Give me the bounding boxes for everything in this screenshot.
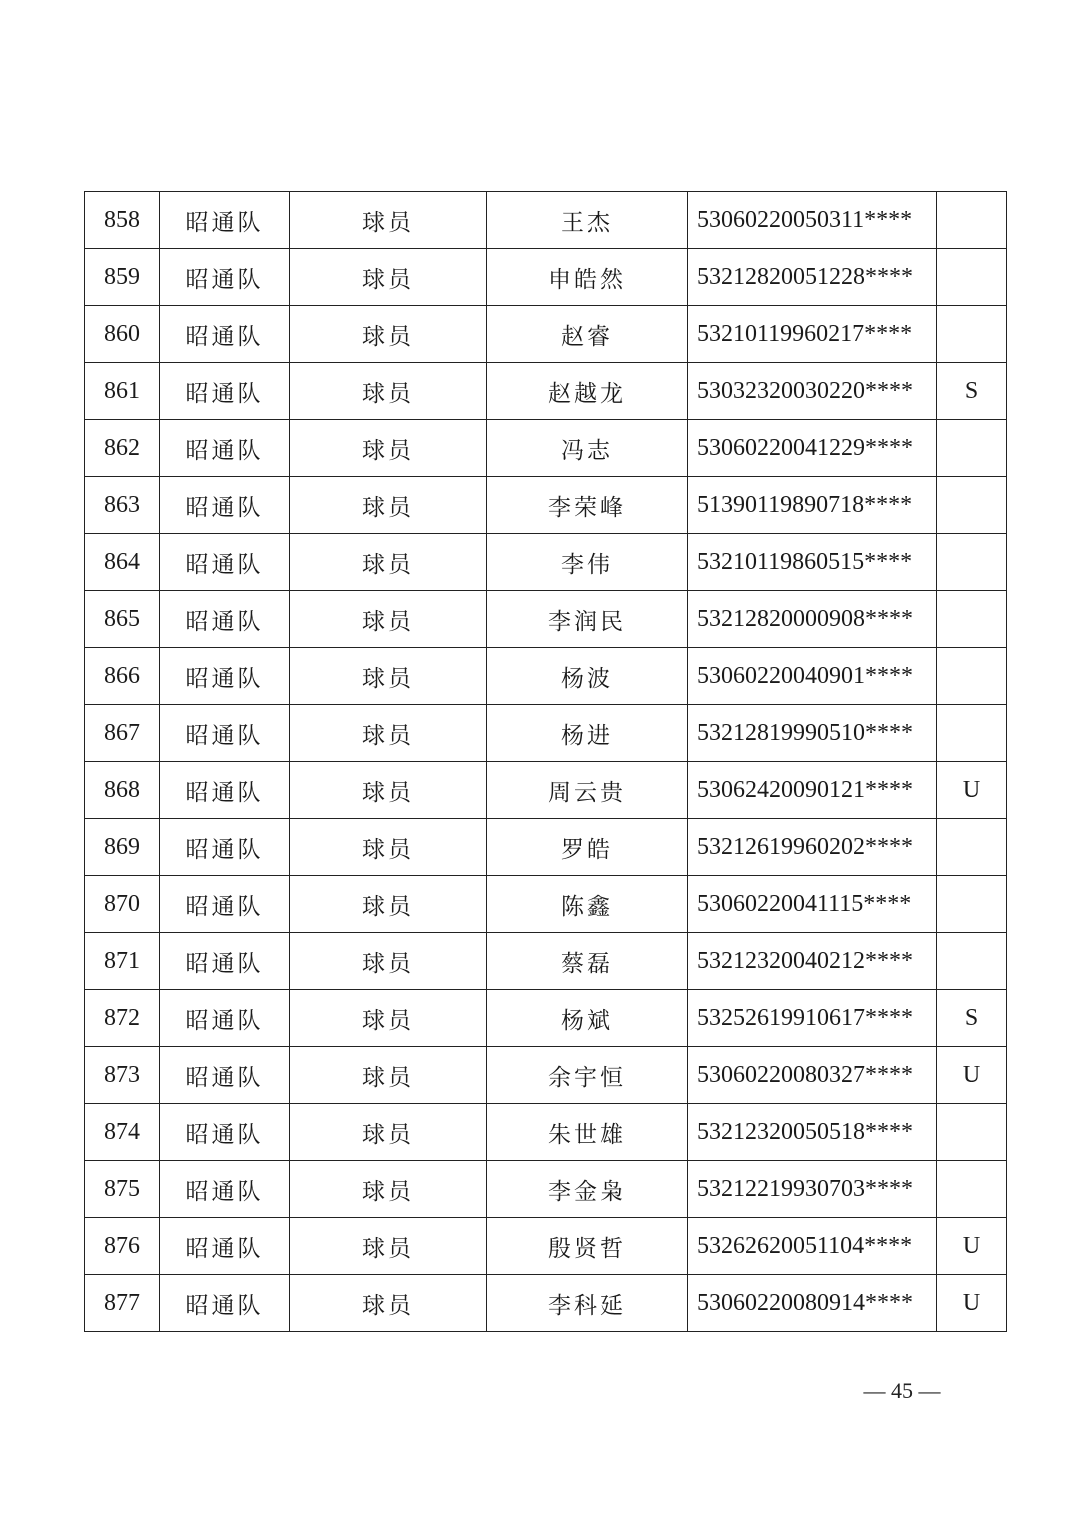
row-number: 863 — [85, 477, 160, 534]
note-cell — [937, 819, 1007, 876]
table-row — [85, 306, 1007, 363]
id-number-cell: 53212820051228**** — [688, 249, 937, 306]
team-cell: 昭通队 — [160, 306, 290, 363]
table-row — [85, 477, 1007, 534]
table-row — [85, 648, 1007, 705]
role-cell: 球员 — [290, 192, 487, 249]
id-number-cell: 53212619960202**** — [688, 819, 937, 876]
player-name-cell: 冯志 — [487, 420, 688, 477]
role-cell: 球员 — [290, 876, 487, 933]
id-number-cell: 53060220040901**** — [688, 648, 937, 705]
player-name-cell: 王杰 — [487, 192, 688, 249]
table-row — [85, 990, 1007, 1047]
id-number-cell: 53060220080327**** — [688, 1047, 937, 1104]
player-name-cell: 余宇恒 — [487, 1047, 688, 1104]
note-cell — [937, 192, 1007, 249]
role-cell: 球员 — [290, 477, 487, 534]
role-cell: 球员 — [290, 363, 487, 420]
table-row — [85, 1047, 1007, 1104]
note-cell: U — [937, 762, 1007, 819]
row-number: 876 — [85, 1218, 160, 1275]
id-number-cell: 53212820000908**** — [688, 591, 937, 648]
row-number: 866 — [85, 648, 160, 705]
note-cell: S — [937, 990, 1007, 1047]
player-name-cell: 李伟 — [487, 534, 688, 591]
note-cell — [937, 876, 1007, 933]
team-cell: 昭通队 — [160, 534, 290, 591]
team-cell: 昭通队 — [160, 819, 290, 876]
note-cell — [937, 1104, 1007, 1161]
player-name-cell: 杨进 — [487, 705, 688, 762]
team-cell: 昭通队 — [160, 591, 290, 648]
row-number: 873 — [85, 1047, 160, 1104]
team-cell: 昭通队 — [160, 1275, 290, 1332]
role-cell: 球员 — [290, 249, 487, 306]
note-cell — [937, 1161, 1007, 1218]
id-number-cell: 53252619910617**** — [688, 990, 937, 1047]
player-name-cell: 赵越龙 — [487, 363, 688, 420]
row-number: 862 — [85, 420, 160, 477]
note-cell — [937, 306, 1007, 363]
team-cell: 昭通队 — [160, 876, 290, 933]
note-cell — [937, 420, 1007, 477]
table-row — [85, 1218, 1007, 1275]
player-name-cell: 李科延 — [487, 1275, 688, 1332]
row-number: 868 — [85, 762, 160, 819]
row-number: 871 — [85, 933, 160, 990]
table-row — [85, 762, 1007, 819]
team-cell: 昭通队 — [160, 192, 290, 249]
id-number-cell: 53262620051104**** — [688, 1218, 937, 1275]
player-name-cell: 赵睿 — [487, 306, 688, 363]
team-cell: 昭通队 — [160, 477, 290, 534]
player-name-cell: 周云贵 — [487, 762, 688, 819]
player-name-cell: 罗皓 — [487, 819, 688, 876]
note-cell — [937, 933, 1007, 990]
id-number-cell: 53210119860515**** — [688, 534, 937, 591]
team-cell: 昭通队 — [160, 1161, 290, 1218]
role-cell: 球员 — [290, 1218, 487, 1275]
player-name-cell: 杨斌 — [487, 990, 688, 1047]
role-cell: 球员 — [290, 420, 487, 477]
team-cell: 昭通队 — [160, 1047, 290, 1104]
role-cell: 球员 — [290, 534, 487, 591]
row-number: 860 — [85, 306, 160, 363]
row-number: 877 — [85, 1275, 160, 1332]
id-number-cell: 53060220050311**** — [688, 192, 937, 249]
table-row — [85, 933, 1007, 990]
row-number: 874 — [85, 1104, 160, 1161]
table-row — [85, 534, 1007, 591]
role-cell: 球员 — [290, 591, 487, 648]
team-cell: 昭通队 — [160, 648, 290, 705]
player-name-cell: 杨波 — [487, 648, 688, 705]
team-cell: 昭通队 — [160, 990, 290, 1047]
row-number: 875 — [85, 1161, 160, 1218]
note-cell — [937, 705, 1007, 762]
note-cell — [937, 477, 1007, 534]
row-number: 859 — [85, 249, 160, 306]
id-number-cell: 53212819990510**** — [688, 705, 937, 762]
id-number-cell: 53212320050518**** — [688, 1104, 937, 1161]
role-cell: 球员 — [290, 1047, 487, 1104]
team-cell: 昭通队 — [160, 762, 290, 819]
row-number: 872 — [85, 990, 160, 1047]
id-number-cell: 53060220041115**** — [688, 876, 937, 933]
role-cell: 球员 — [290, 1104, 487, 1161]
roster-table — [84, 191, 1007, 1332]
player-name-cell: 朱世雄 — [487, 1104, 688, 1161]
id-number-cell: 53212219930703**** — [688, 1161, 937, 1218]
team-cell: 昭通队 — [160, 249, 290, 306]
table-row — [85, 1161, 1007, 1218]
player-name-cell: 李荣峰 — [487, 477, 688, 534]
note-cell — [937, 591, 1007, 648]
row-number: 870 — [85, 876, 160, 933]
id-number-cell: 53060220080914**** — [688, 1275, 937, 1332]
team-cell: 昭通队 — [160, 363, 290, 420]
role-cell: 球员 — [290, 762, 487, 819]
note-cell: U — [937, 1047, 1007, 1104]
row-number: 867 — [85, 705, 160, 762]
table-row — [85, 819, 1007, 876]
role-cell: 球员 — [290, 705, 487, 762]
note-cell — [937, 249, 1007, 306]
player-name-cell: 蔡磊 — [487, 933, 688, 990]
row-number: 864 — [85, 534, 160, 591]
team-cell: 昭通队 — [160, 933, 290, 990]
player-name-cell: 李润民 — [487, 591, 688, 648]
team-cell: 昭通队 — [160, 1218, 290, 1275]
role-cell: 球员 — [290, 990, 487, 1047]
note-cell: U — [937, 1275, 1007, 1332]
player-name-cell: 李金枭 — [487, 1161, 688, 1218]
note-cell: S — [937, 363, 1007, 420]
team-cell: 昭通队 — [160, 1104, 290, 1161]
row-number: 861 — [85, 363, 160, 420]
role-cell: 球员 — [290, 1161, 487, 1218]
table-row — [85, 705, 1007, 762]
role-cell: 球员 — [290, 933, 487, 990]
player-name-cell: 殷贤哲 — [487, 1218, 688, 1275]
team-cell: 昭通队 — [160, 420, 290, 477]
table-row — [85, 876, 1007, 933]
row-number: 865 — [85, 591, 160, 648]
role-cell: 球员 — [290, 306, 487, 363]
table-row — [85, 420, 1007, 477]
player-name-cell: 申皓然 — [487, 249, 688, 306]
table-row — [85, 192, 1007, 249]
note-cell: U — [937, 1218, 1007, 1275]
page-number: — 45 — — [863, 1378, 941, 1403]
note-cell — [937, 534, 1007, 591]
role-cell: 球员 — [290, 648, 487, 705]
role-cell: 球员 — [290, 819, 487, 876]
row-number: 858 — [85, 192, 160, 249]
note-cell — [937, 648, 1007, 705]
table-row — [85, 591, 1007, 648]
id-number-cell: 53032320030220**** — [688, 363, 937, 420]
id-number-cell: 53060220041229**** — [688, 420, 937, 477]
row-number: 869 — [85, 819, 160, 876]
id-number-cell: 53210119960217**** — [688, 306, 937, 363]
role-cell: 球员 — [290, 1275, 487, 1332]
table-row — [85, 1104, 1007, 1161]
table-row — [85, 249, 1007, 306]
id-number-cell: 51390119890718**** — [688, 477, 937, 534]
id-number-cell: 53212320040212**** — [688, 933, 937, 990]
table-row — [85, 1275, 1007, 1332]
roster-table-body — [85, 192, 1007, 1332]
player-name-cell: 陈鑫 — [487, 876, 688, 933]
table-row — [85, 363, 1007, 420]
id-number-cell: 53062420090121**** — [688, 762, 937, 819]
team-cell: 昭通队 — [160, 705, 290, 762]
